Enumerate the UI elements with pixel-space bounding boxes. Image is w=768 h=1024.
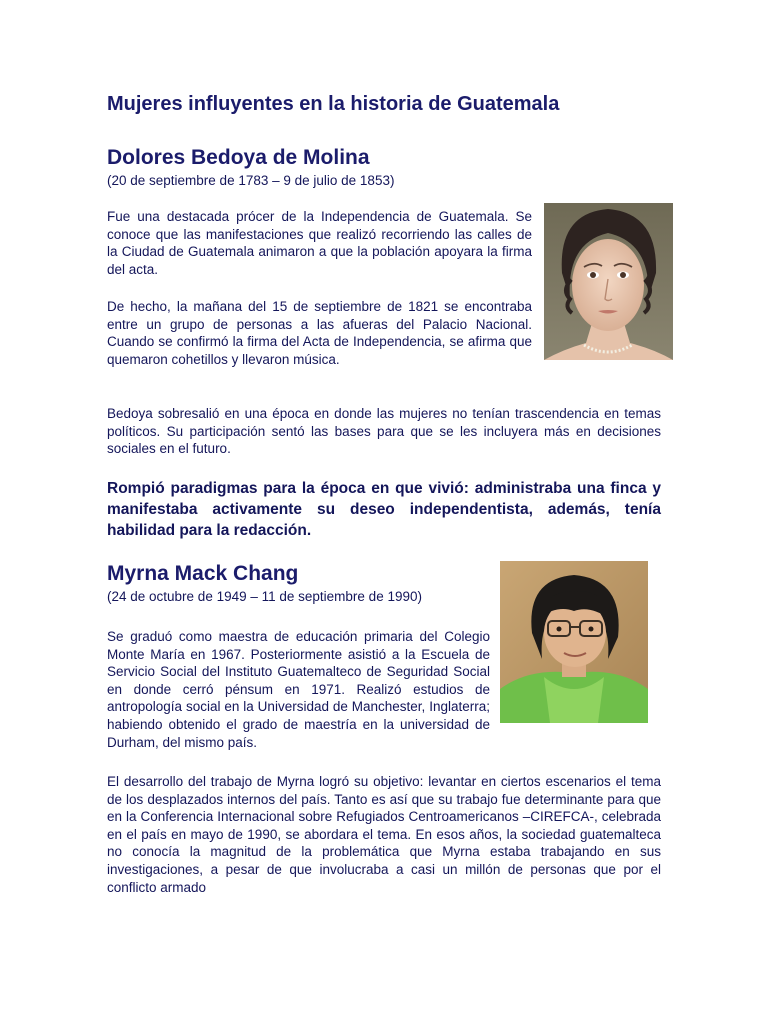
dolores-portrait-image	[544, 203, 673, 360]
dolores-name: Dolores Bedoya de Molina	[107, 146, 370, 169]
document-title: Mujeres influyentes en la historia de Guatemala	[107, 93, 560, 115]
dolores-paragraph-2: De hecho, la mañana del 15 de septiembre de 1821 se encontraba entre un grupo de personas a las afueras del Palacio Nacional. Cuando se confirmó la firma del Acta de Independencia, se afirma que quemaron cohetillos y llevaron música.	[107, 299, 532, 367]
myrna-name: Myrna Mack Chang	[107, 562, 299, 585]
dolores-paragraph-1: Fue una destacada prócer de la Independencia de Guatemala. Se conoce que las manifestaciones que realizó recorriendo las calles de la Ciudad de Guatemala animaron a que la población apoyara la firma del acta.	[107, 209, 532, 277]
dolores-highlight-quote: Rompió paradigmas para la época en que vivió: administraba una finca y manifestaba activamente su deseo independentista, además, tenía habilidad para la redacción.	[107, 480, 661, 539]
dolores-paragraph-3: Bedoya sobresalió en una época en donde las mujeres no tenían trascendencia en temas políticos. Su participación sentó las bases para que se les incluyera más en decisiones sociales en el futuro.	[107, 406, 661, 457]
myrna-paragraph-2: El desarrollo del trabajo de Myrna logró su objetivo: levantar en ciertos escenarios el tema de los desplazados internos del país. Tanto es así que su trabajo fue determinante para que en la Conferencia Internacional sobre Refugiados Centroamericanos –CIREFCA-, celebrada en el país en mayo de 1990, se abordara el tema. En esos años, la sociedad guatemalteca no conocía la magnitud de la problemática que Myrna estaba trabajando en sus investigaciones, a pesar de que involucraba a casi un millón de personas que por el conflicto armado	[107, 774, 661, 895]
myrna-portrait-image	[500, 561, 648, 723]
myrna-paragraph-1: Se graduó como maestra de educación primaria del Colegio Monte María en 1967. Posteriormente asistió a la Escuela de Servicio Social del Instituto Guatemalteco de Seguridad Social en donde cerró pénsum en 1971. Realizó estudios de antropología social en la Universidad de Manchester, Inglaterra; habiendo obtenido el grado de maestría en la universidad de Durham, del mismo país.	[107, 629, 490, 750]
myrna-dates: (24 de octubre de 1949 – 11 de septiembre de 1990)	[107, 589, 422, 604]
dolores-dates: (20 de septiembre de 1783 – 9 de julio de 1853)	[107, 173, 395, 188]
